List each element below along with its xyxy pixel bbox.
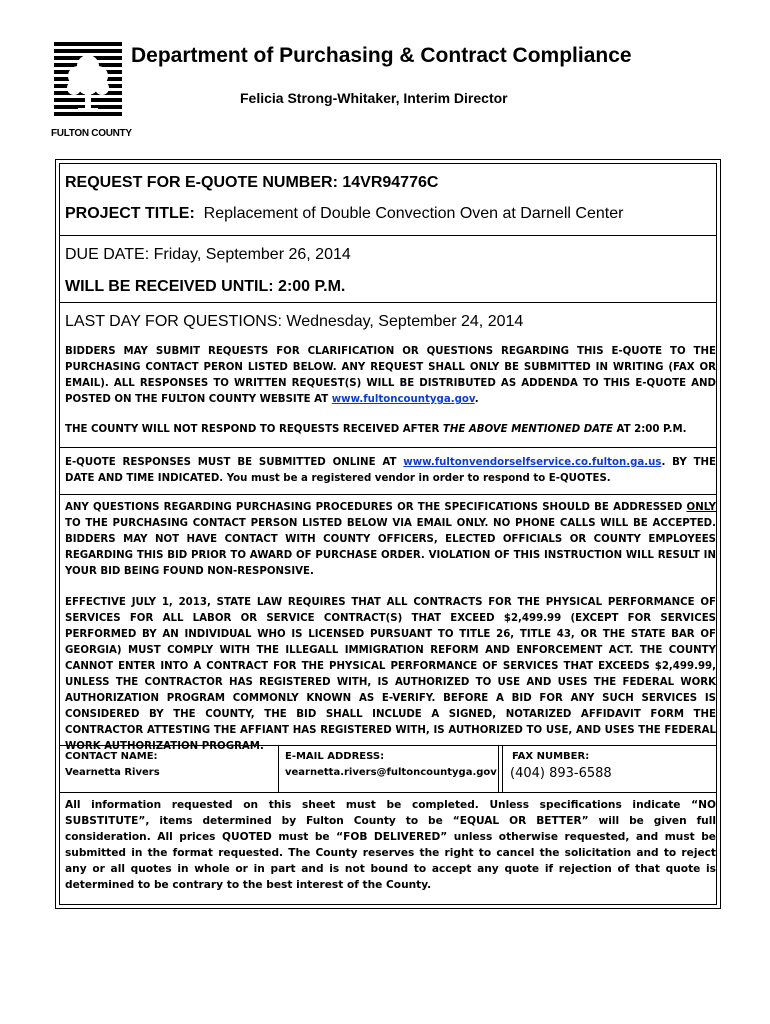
due-date-line [65, 246, 351, 264]
contact-name-value: Vearnetta Rivers [65, 767, 160, 778]
project-title-label: PROJECT TITLE: [65, 205, 195, 222]
no-response-start: THE COUNTY WILL NOT RESPOND TO REQUESTS RECEIVED AFTER [65, 424, 440, 435]
last-day-questions-label: LAST DAY FOR QUESTIONS: [65, 313, 282, 330]
no-response-italic: THE ABOVE MENTIONED DATE [442, 424, 613, 435]
project-title-line [65, 205, 623, 223]
received-until-line [65, 278, 345, 296]
divider [59, 494, 717, 495]
county-website-link[interactable]: www.fultoncountyga.gov [331, 394, 475, 405]
clarification-text: BIDDERS MAY SUBMIT REQUESTS FOR CLARIFICATION OR QUESTIONS REGARDING THIS E-QUOTE TO THE PURCHASING CONTACT PERON LISTED BELOW. ANY REQUEST SHALL ONLY BE SUBMITTED IN WRITING (FAX OR EMAIL). ALL RESPONSES TO WRITTEN REQUEST(S) WILL BE DISTRIBUTED AS ADDENDA TO THIS E-QUOTE AND POSTED ON THE FULTON COUNTY WEBSITE AT [65, 346, 716, 405]
quote-number-label: REQUEST FOR E-QUOTE NUMBER: [65, 174, 338, 191]
fax-label: FAX NUMBER: [512, 751, 590, 762]
quote-number-value: 14VR94776C [342, 174, 439, 191]
clarification-paragraph [65, 344, 716, 408]
no-response-end: AT 2:00 P.M. [616, 424, 687, 435]
logo-caption: FULTON COUNTY [51, 128, 132, 139]
due-date-value: Friday, September 26, 2014 [153, 246, 351, 263]
last-day-questions-line [65, 313, 523, 331]
state-law-paragraph: EFFECTIVE JULY 1, 2013, STATE LAW REQUIRES THAT ALL CONTRACTS FOR THE PHYSICAL PERFORMANCE OF SERVICES FOR ALL LABOR OR SERVICE CONTRACT(S) THAT EXCEED $2,499.99 (EXCEPT FOR SERVICES PERFORMED BY AN INDIVIDUAL WHO IS LICENSED PURSUANT TO TITLE 26, TITLE 43, OR THE STATE BAR OF GEORGIA) MUST COMPLY WITH THE ILLEGALL IMMIGRATION REFORM AND ENFORCEMENT ACT. THE COUNTY CANNOT ENTER INTO A CONTRACT FOR THE PHYSICAL PERFORMANCE OF SERVICES THAT EXCEEDS $2,499.99, UNLESS THE CONTRACTOR HAS REGISTERED WITH, IS AUTHORIZED TO USE AND USES THE FEDERAL WORK AUTHORIZATION PROGRAM COMMONLY KNOWN AS E-VERIFY. BEFORE A BID FOR ANY SUCH SERVICES IS CONSIDERED BY THE COUNTY, THE BID SHALL INCLUDE A SIGNED, NOTARIZED AFFIDAVIT FORM THE CONTRACTOR ATTESTING THE AFFIANT HAS REGISTERED WITH, IS AUTHORIZED TO USE, AND USES THE FEDERAL WORK AUTHORIZATION PROGRAM. [65, 597, 716, 752]
divider [59, 235, 717, 236]
department-title: Department of Purchasing & Contract Compliance [131, 44, 632, 67]
director-name: Felicia Strong-Whitaker, Interim Director [240, 90, 508, 106]
contact-name-label: CONTACT NAME: [65, 751, 158, 762]
vendor-self-service-link[interactable]: www.fultonvendorselfservice.co.fulton.ga.us [403, 457, 662, 468]
quote-number-line [65, 174, 438, 192]
submission-paragraph [65, 455, 716, 487]
last-day-questions-value: Wednesday, September 24, 2014 [286, 313, 524, 330]
received-until-value: 2:00 P.M. [278, 278, 346, 295]
no-response-paragraph [65, 422, 716, 438]
contact-rules-underlined: ONLY [686, 502, 716, 513]
divider [59, 302, 717, 303]
email-value[interactable]: vearnetta.rivers@fultoncountyga.gov [285, 767, 497, 778]
footer-paragraph: All information requested on this sheet must be completed. Unless specifications indicate “NO SUBSTITUTE”, items determined by Fulton County to be “EQUAL OR BETTER” will be given full consideration. All prices QUOTED must be “FOB DELIVERED” unless otherwise requested, and must be submitted in the format requested. The County reserves the right to cancel the solicitation and to reject any or all quotes in whole or in part and is not bound to accept any quote if rejection of that quote is determined to be contrary to the best interest of the County. [65, 799, 716, 891]
project-title-value: Replacement of Double Convection Oven at Darnell Center [203, 205, 624, 222]
contact-rules-end: TO THE PURCHASING CONTACT PERSON LISTED BELOW VIA EMAIL ONLY. NO PHONE CALLS WILL BE ACCEPTED. BIDDERS MAY NOT HAVE CONTACT WITH COUNTY OFFICERS, ELECTED OFFICIALS OR COUNTY EMPLOYEES REGARDING THIS BID PRIOR TO AWARD OF PURCHASE ORDER. VIOLATION OF THIS INSTRUCTION WILL RESULT IN YOUR BID BEING FOUND NON-RESPONSIVE. [65, 518, 716, 577]
fax-value: (404) 893-6588 [510, 766, 612, 781]
clarification-end: . [474, 394, 479, 405]
due-date-label: DUE DATE: [65, 246, 150, 263]
contact-rules-paragraph [65, 500, 716, 580]
divider [59, 447, 717, 448]
submission-text-end: . BY THE DATE AND TIME INDICATED. You must be a registered vendor in order to respond to E-QUOTES. [65, 457, 717, 484]
received-until-label: WILL BE RECEIVED UNTIL: [65, 278, 274, 295]
divider [59, 792, 717, 793]
contact-rules-start: ANY QUESTIONS REGARDING PURCHASING PROCEDURES OR THE SPECIFICATIONS SHOULD BE ADDRESSED [65, 502, 683, 513]
email-label: E-MAIL ADDRESS: [285, 751, 385, 762]
submission-text-start: E-QUOTE RESPONSES MUST BE SUBMITTED ONLINE AT [65, 457, 397, 468]
